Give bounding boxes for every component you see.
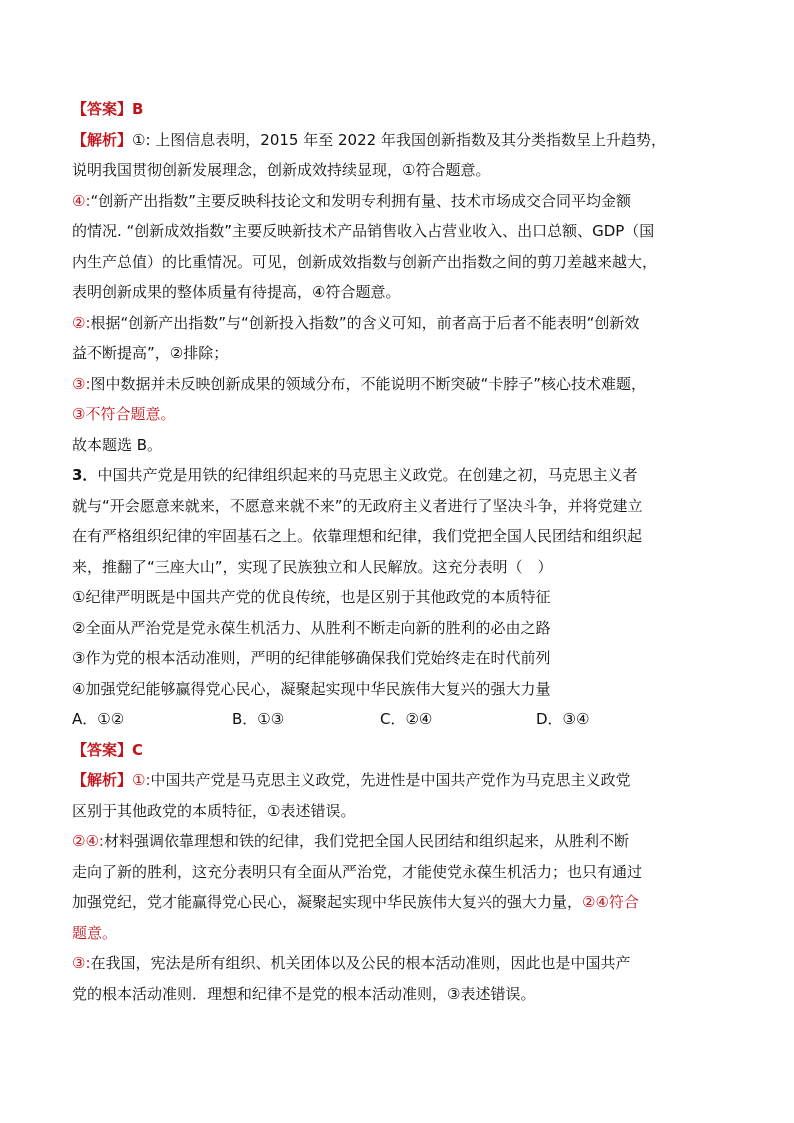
q3-analysis-p1-line-1 xyxy=(72,765,724,796)
answer-tag: 【答案】 xyxy=(72,100,133,118)
answer-value: B xyxy=(132,100,144,118)
analysis-prefix: ③: xyxy=(72,374,91,393)
analysis-prefix: ②④: xyxy=(72,832,104,850)
q3-analysis-p1-line-2: 区别于其他政党的本质特征，①表述错误。 xyxy=(72,801,356,820)
analysis-verdict: ②④符合 xyxy=(582,893,639,911)
analysis-text: ①: 上图信息表明，2015 年至 2022 年我国创新指数及其分类指数呈上升趋势， xyxy=(132,130,666,149)
q2-answer-line xyxy=(72,94,724,125)
question-number: 3． xyxy=(72,466,98,484)
q3-analysis-p2-line-4: 题意。 xyxy=(72,923,118,942)
q2-analysis-line-1 xyxy=(72,125,724,156)
q2-analysis-p4-line-2: ③不符合题意。 xyxy=(72,405,176,423)
q3-analysis-p3-line-1 xyxy=(72,948,724,979)
q2-conclusion: 故本题选 B。 xyxy=(72,435,163,454)
q3-answer-line xyxy=(72,735,724,766)
analysis-prefix: ③: xyxy=(72,954,91,972)
q2-analysis-p2-line-3: 内生产总值）的比重情况。可见，创新成效指数与创新产出指数之间的剪刀差越来越大， xyxy=(72,252,658,271)
analysis-tag: 【解析】 xyxy=(72,130,133,149)
analysis-prefix: ④: xyxy=(72,191,91,210)
document-page xyxy=(72,94,724,1009)
q3-analysis-p2-line-3 xyxy=(72,887,724,918)
q3-analysis-p2-line-1 xyxy=(72,826,724,857)
q2-analysis-p3-line-1 xyxy=(72,308,724,339)
q3-stem-line-3: 在有严格组织纪律的牢固基石之上。依靠理想和纪律，我们党把全国人民团结和组织起 xyxy=(72,527,643,545)
q2-analysis-p2-line-1 xyxy=(72,186,724,217)
analysis-text: 加强党纪，党才能赢得党心民心，凝聚起实现中华民族伟大复兴的强大力量， xyxy=(72,893,583,911)
q3-statement-2: ②全面从严治党是党永葆生机活力、从胜利不断走向新的胜利的必由之路 xyxy=(72,618,551,637)
q3-analysis-p3-line-2: 党的根本活动准则．理想和纪律不是党的根本活动准则，③表述错误。 xyxy=(72,984,536,1003)
answer-value: C xyxy=(132,740,144,759)
question-text: 中国共产党是用铁的纪律组织起来的马克思主义政党。在创建之初，马克思主义者 xyxy=(97,466,638,484)
analysis-prefix: ①: xyxy=(132,771,151,789)
analysis-tag: 【解析】 xyxy=(72,771,133,789)
answer-tag: 【答案】 xyxy=(72,740,133,759)
q3-stem-line-1 xyxy=(72,460,724,491)
analysis-text: 材料强调依靠理想和铁的纪律，我们党把全国人民团结和组织起来，从胜利不断 xyxy=(103,832,629,850)
q2-analysis-line-2: 说明我国贯彻创新发展理念，创新成效持续显现，①符合题意。 xyxy=(72,161,491,179)
analysis-text: 根据“创新产出指数”与“创新投入指数”的含义可知，前者高于后者不能表明“创新效 xyxy=(90,313,640,332)
q2-analysis-p2-line-2: 的情况. “创新成效指数”主要反映新技术产品销售收入占营业收入、出口总额、GDP（国 xyxy=(72,222,655,240)
analysis-prefix: ②: xyxy=(72,313,91,332)
option-c[interactable]: C．②④ xyxy=(380,710,433,728)
analysis-text: 中国共产党是马克思主义政党，先进性是中国共产党作为马克思主义政党 xyxy=(150,771,631,789)
q3-options xyxy=(72,704,724,735)
q3-statement-1: ①纪律严明既是中国共产党的优良传统，也是区别于其他政党的本质特征 xyxy=(72,588,551,606)
q2-analysis-p4-line-1 xyxy=(72,369,724,400)
q2-analysis-p2-line-4: 表明创新成果的整体质量有待提高，④符合题意。 xyxy=(72,283,401,301)
analysis-text: 在我国，宪法是所有组织、机关团体以及公民的根本活动准则，因此也是中国共产 xyxy=(90,954,631,972)
option-d[interactable]: D．③④ xyxy=(536,710,590,728)
q3-stem-line-2: 就与“开会愿意来就来，不愿意来就不来”的无政府主义者进行了坚决斗争，并将党建立 xyxy=(72,496,643,515)
option-b[interactable]: B．①③ xyxy=(232,710,285,728)
q2-analysis-p3-line-2: 益不断提高”，②排除； xyxy=(72,344,229,362)
analysis-text: 图中数据并未反映创新成果的领域分布，不能说明不断突破“卡脖子”核心技术难题， xyxy=(90,374,647,393)
q3-statement-3: ③作为党的根本活动准则，严明的纪律能够确保我们党始终走在时代前列 xyxy=(72,649,551,667)
q3-statement-4: ④加强党纪能够赢得党心民心，凝聚起实现中华民族伟大复兴的强大力量 xyxy=(72,679,551,698)
q3-stem-line-4: 来，推翻了“三座大山”，实现了民族独立和人民解放。这充分表明（ ） xyxy=(72,557,553,576)
option-a[interactable]: A．①② xyxy=(72,710,125,728)
analysis-text: “创新产出指数”主要反映科技论文和发明专利拥有量、技术市场成交合同平均金额 xyxy=(90,191,632,210)
q3-analysis-p2-line-2: 走向了新的胜利，这充分表明只有全面从严治党，才能使党永葆生机活力；也只有通过 xyxy=(72,862,643,881)
